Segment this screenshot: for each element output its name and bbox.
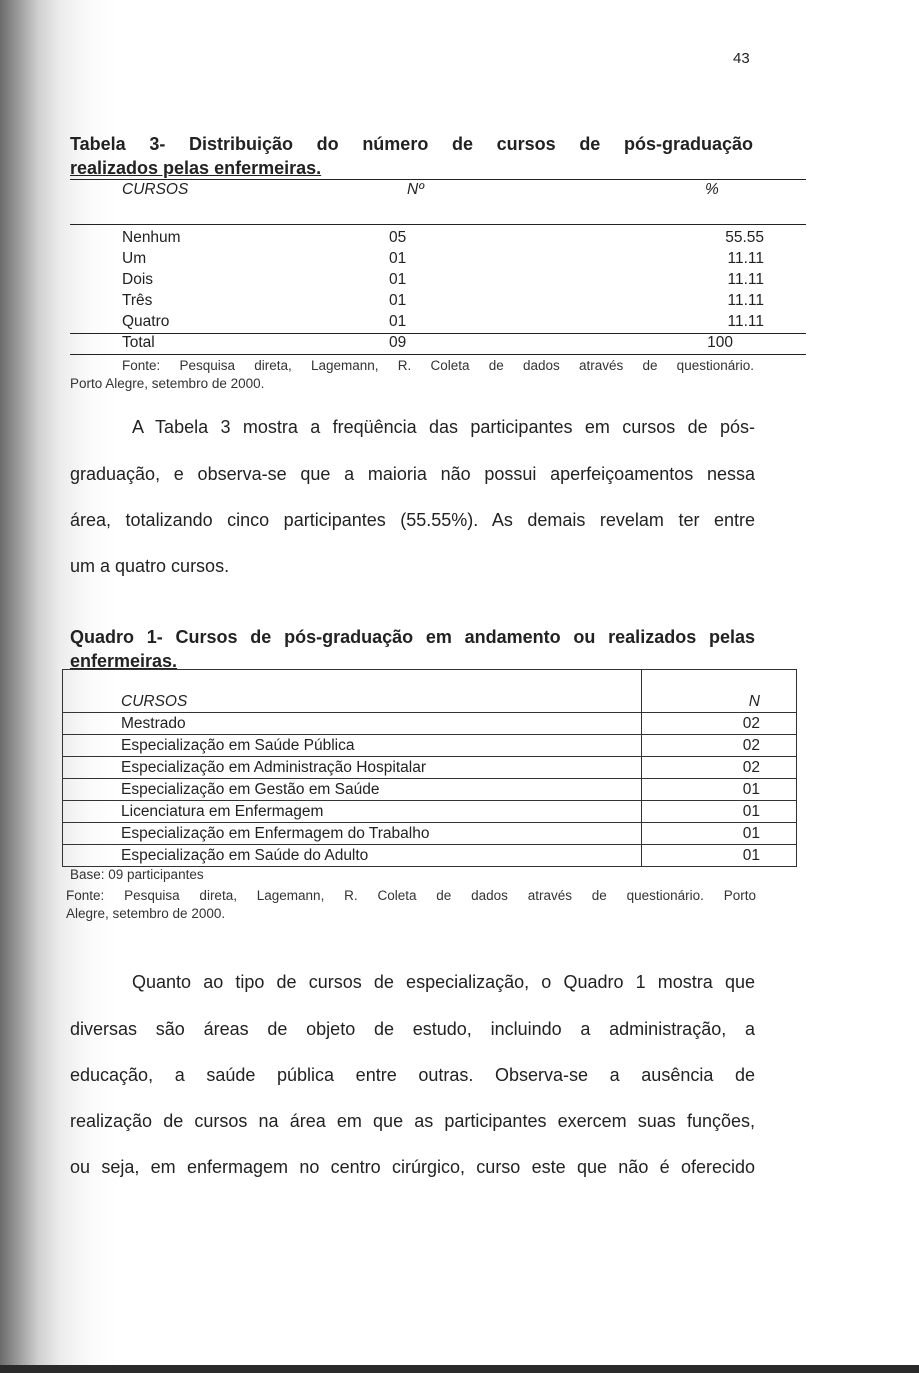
paragraph-line: realização de cursos na área em que as participantes exercem suas funções, [70,1111,755,1131]
table-3-cell-n: 01 [389,292,407,309]
table-row [63,845,797,867]
paragraph-line: educação, a saúde pública entre outras. Observa-se a ausência de [70,1065,755,1085]
quadro-1-cell-n: 01 [642,823,797,845]
table-3-cell-curso: Dois [122,271,154,288]
quadro-1-cell-curso: Especialização em Administração Hospitalar [63,757,642,779]
table-3-cell-curso: Um [122,250,147,267]
table-row [63,670,797,713]
table-3-cell-pct: 55.55 [725,229,764,246]
table-3-caption-line1: Tabela 3- Distribuição do número de cursos de pós-graduação [70,134,753,154]
paragraph-line: área, totalizando cinco participantes (55.55%). As demais revelam ter entre [70,510,755,530]
paragraph-line: graduação, e observa-se que a maioria não possui aperfeiçoamentos nessa [70,464,755,484]
quadro-1-source-line2: Alegre, setembro de 2000. [66,906,226,921]
table-3-cell-n: 05 [389,229,407,246]
table-3-cell-pct: 11.11 [727,292,764,309]
paragraph-line: Quanto ao tipo de cursos de especialização, o Quadro 1 mostra que [132,972,755,992]
quadro-1-cell-n: 01 [642,845,797,867]
table-3-bottom-rule [70,354,806,355]
quadro-1-cell-n: 02 [642,757,797,779]
table-3-source-line2: Porto Alegre, setembro de 2000. [70,376,265,391]
table-row [63,757,797,779]
page-number: 43 [733,50,750,67]
table-3-cell-pct: 11.11 [727,313,764,330]
quadro-1-cell-n: 01 [642,779,797,801]
table-3-header-rule [70,224,806,225]
paragraph-line: um a quatro cursos. [70,556,230,576]
quadro-1-header-cursos: CURSOS [63,670,642,713]
quadro-1-cell-n: 02 [642,713,797,735]
table-row [63,801,797,823]
paragraph-line: diversas são áreas de objeto de estudo, incluindo a administração, a [70,1019,755,1039]
table-3-source-line1: Fonte: Pesquisa direta, Lagemann, R. Coleta de dados através de questionário. [122,358,754,373]
quadro-1-cell-curso: Especialização em Saúde Pública [63,735,642,757]
table-3-total-pct: 100 [707,334,733,351]
quadro-1-cell-n: 02 [642,735,797,757]
page-bottom-edge [0,1365,919,1373]
paragraph-line: A Tabela 3 mostra a freqüência das participantes em cursos de pós- [132,417,755,437]
table-3-cell-n: 01 [389,313,407,330]
paragraph-line: ou seja, em enfermagem no centro cirúrgico, curso este que não é oferecido [70,1157,755,1177]
quadro-1-caption-line2: enfermeiras. [70,651,178,671]
quadro-1-cell-n: 01 [642,801,797,823]
table-3-top-rule [70,179,806,180]
table-3-cell-n: 01 [389,271,407,288]
table-row [63,713,797,735]
table-3-caption-line2: realizados pelas enfermeiras. [70,158,322,178]
table-3-header-cursos: CURSOS [122,181,189,198]
table-3-total-label: Total [122,334,155,351]
quadro-1-cell-curso: Especialização em Enfermagem do Trabalho [63,823,642,845]
table-3-cell-n: 01 [389,250,407,267]
quadro-1-table [62,669,797,867]
quadro-1-cell-curso: Especialização em Saúde do Adulto [63,845,642,867]
table-row [63,823,797,845]
quadro-1-cell-curso: Licenciatura em Enfermagem [63,801,642,823]
table-3-cell-curso: Três [122,292,153,309]
table-3-cell-curso: Quatro [122,313,170,330]
quadro-1-caption-line1: Quadro 1- Cursos de pós-graduação em andamento ou realizados pelas [70,627,755,647]
table-row [63,779,797,801]
quadro-1-header-n: N [642,670,797,713]
table-3-cell-pct: 11.11 [727,271,764,288]
table-3-header-n: Nº [407,181,424,198]
quadro-1-source-line1: Fonte: Pesquisa direta, Lagemann, R. Coleta de dados através de questionário. Porto [66,888,756,903]
table-3-total-n: 09 [389,334,407,351]
table-row [63,735,797,757]
table-3-header-pct: % [705,181,719,198]
quadro-1-cell-curso: Especialização em Gestão em Saúde [63,779,642,801]
table-3-cell-curso: Nenhum [122,229,181,246]
quadro-1-base: Base: 09 participantes [70,867,204,882]
quadro-1-cell-curso: Mestrado [63,713,642,735]
table-3-cell-pct: 11.11 [727,250,764,267]
